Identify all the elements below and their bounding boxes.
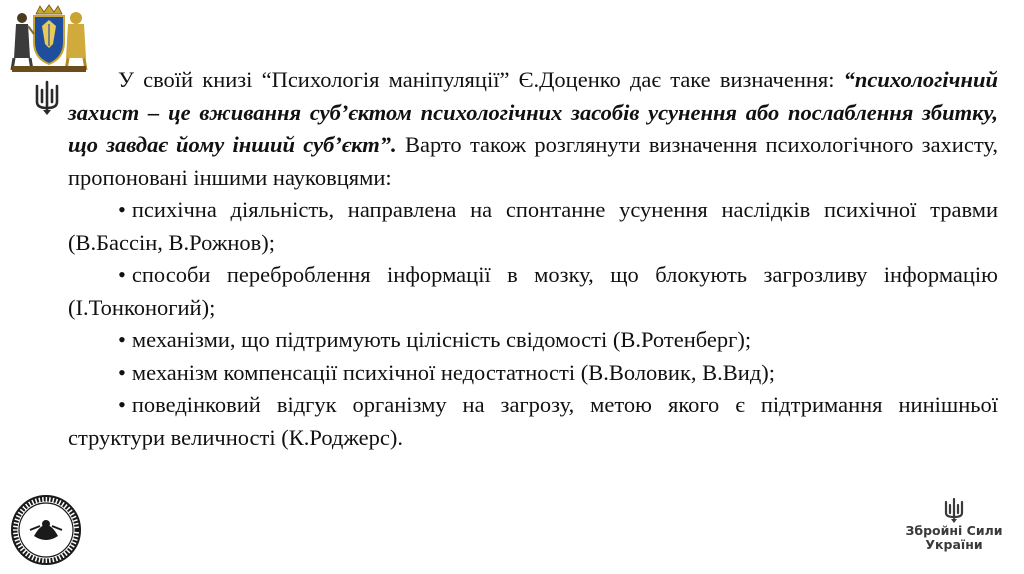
intro-lead: У своїй книзі “Психологія маніпуляції” Є.Доценко дає таке визначення: — [118, 67, 844, 92]
armed-forces-logo — [902, 498, 1006, 564]
bullet-text: механізми, що підтримують цілісність свідомості (В.Ротенберг); — [131, 327, 752, 352]
bullet-text: психічна діяльність, направлена на спонтанне усунення наслідків психічної травми (В.Бассін, В.Рожнов); — [68, 197, 998, 255]
afu-trident-icon — [943, 498, 965, 524]
bullet-icon: • — [118, 197, 126, 222]
definition-quote: “психологічний захист – це вживання суб’єктом психологічних засобів усунення або послаблення збитку, що завдає йому інший суб’єкт”. — [68, 67, 998, 157]
logo-text-line1: Збройні Сили — [905, 523, 1003, 538]
bullet-item — [68, 389, 998, 454]
bullet-icon: • — [118, 327, 126, 352]
intro-tail: Варто також розглянути визначення психологічного захисту, пропоновані іншими науковцями: — [68, 132, 998, 190]
bullet-icon: • — [118, 392, 126, 417]
round-emblem-icon — [10, 494, 82, 566]
bullet-item — [68, 324, 998, 357]
slide-body — [68, 64, 998, 454]
bullet-icon: • — [118, 262, 126, 287]
trident-icon — [34, 80, 60, 116]
logo-text-line2: України — [925, 537, 983, 552]
bullet-text: поведінковий відгук організму на загрозу, метою якого є підтримання нинішньої структури величності (К.Роджерс). — [68, 392, 998, 450]
bullet-item — [68, 194, 998, 259]
bullet-item — [68, 259, 998, 324]
bullet-text: механізм компенсації психічної недостатності (В.Воловик, В.Вид); — [131, 359, 776, 385]
bullet-item — [68, 357, 998, 390]
bullet-icon: • — [118, 359, 126, 385]
intro-paragraph — [68, 64, 998, 194]
bullet-text: способи переброблення інформації в мозку, що блокують загрозливу інформацію (І.Тонконогий); — [68, 262, 998, 320]
